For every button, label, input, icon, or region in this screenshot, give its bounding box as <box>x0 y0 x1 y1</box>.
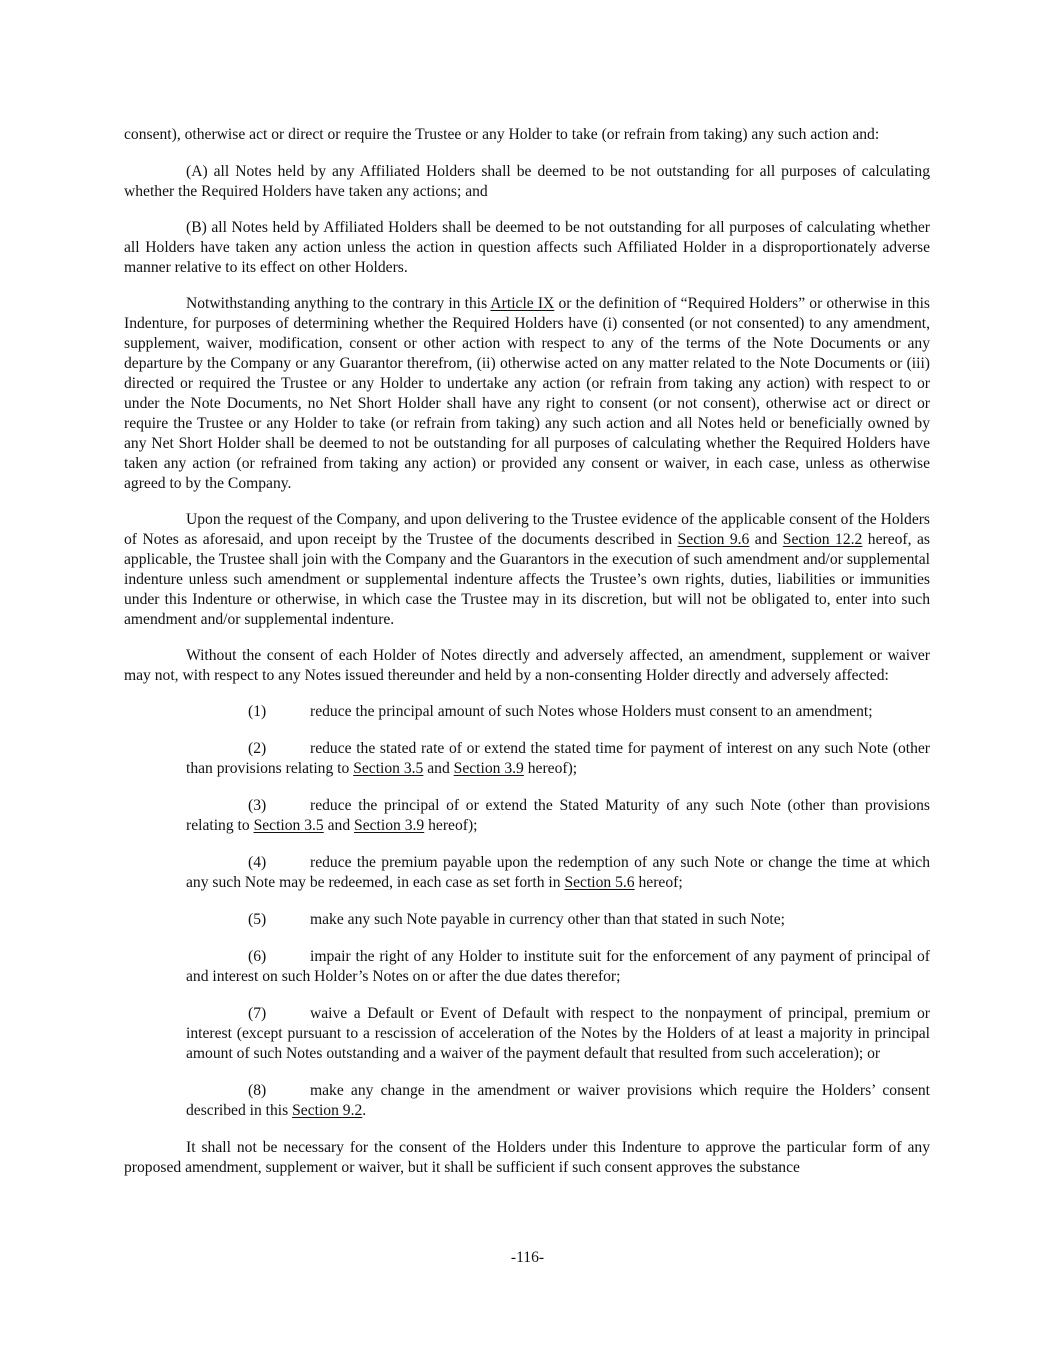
text: Notwithstanding anything to the contrary in this <box>186 295 491 312</box>
paragraph-form-of-amendment: It shall not be necessary for the consent of the Holders under this Indenture to approve the particular form of any proposed amendment, supplement or waiver, but it shall be sufficient if such consent approves the substance <box>124 1139 930 1176</box>
section-reference: Section 12.2 <box>782 531 863 548</box>
section-reference: Section 3.5 <box>253 817 324 834</box>
item-number: (8) <box>248 1082 267 1099</box>
item-text: make any such Note payable in currency other than that stated in such Note; <box>310 911 786 928</box>
item-number: (7) <box>248 1005 267 1022</box>
item-text: hereof); <box>523 760 578 777</box>
clause-a: (A) all Notes held by any Affiliated Holders shall be deemed to be not outstanding for all purposes of calculating whether the Required Holders have taken any actions; and <box>124 163 930 200</box>
list-item <box>186 702 930 722</box>
section-reference: Section 3.9 <box>354 817 425 834</box>
item-number: (1) <box>248 703 267 720</box>
item-text: and <box>323 817 355 834</box>
item-text: hereof; <box>634 874 683 891</box>
item-text: and <box>423 760 454 777</box>
paragraph-net-short-holder <box>124 294 930 494</box>
list-item <box>186 1081 930 1121</box>
item-text: hereof); <box>424 817 478 834</box>
item-text: . <box>362 1102 367 1119</box>
article-reference: Article IX <box>490 295 555 312</box>
item-text: reduce the principal of or extend the Stated Maturity of any such Note (other than provisions relating to <box>186 797 930 834</box>
page-number: -116- <box>510 1249 545 1266</box>
item-number: (6) <box>248 948 267 965</box>
text: hereof, as applicable, the Trustee shall join with the Company and the Guarantors in the execution of such amendment and/or supplemental indenture unless such amendment or supplemental indenture affects the Trustee’s own rights, duties, liabilities or immunities under this Indenture or otherwise, in which case the Trustee may in its discretion, but will not be obligated to, enter into such amendment and/or supplemental indenture. <box>124 531 930 628</box>
list-item <box>186 1004 930 1064</box>
section-reference: Section 5.6 <box>564 874 635 891</box>
item-number: (4) <box>248 854 267 871</box>
item-text: impair the right of any Holder to institute suit for the enforcement of any payment of principal of and interest on such Holder’s Notes on or after the due dates therefor; <box>186 948 930 985</box>
document-page <box>124 125 930 1194</box>
paragraph-continuation: consent), otherwise act or direct or require the Trustee or any Holder to take (or refrain from taking) any such action and: <box>124 126 880 143</box>
section-reference: Section 9.2 <box>292 1102 363 1119</box>
list-item <box>186 739 930 779</box>
item-text: reduce the premium payable upon the redemption of any such Note or change the time at which any such Note may be redeemed, in each case as set forth in <box>186 854 930 891</box>
item-text: waive a Default or Event of Default with respect to the nonpayment of principal, premium or interest (except pursuant to a rescission of acceleration of the Notes by the Holders of at least a majority in principal amount of such Notes outstanding and a waiver of the payment default that resulted from such acceleration); or <box>186 1005 930 1062</box>
item-number: (2) <box>248 740 267 757</box>
text: and <box>749 531 783 548</box>
item-number: (3) <box>248 797 267 814</box>
item-text: reduce the stated rate of or extend the stated time for payment of interest on any such Note (other than provisions relating to <box>186 740 930 777</box>
item-text: make any change in the amendment or waiver provisions which require the Holders’ consent described in this <box>186 1082 930 1119</box>
list-item <box>186 947 930 987</box>
text: Upon the request of the Company, and upon delivering to the Trustee evidence of the applicable consent of the Holders of Notes as aforesaid, and upon receipt by the Trustee of the documents described in <box>124 511 930 548</box>
paragraph-request-of-company <box>124 510 930 630</box>
section-reference: Section 3.9 <box>453 760 524 777</box>
section-reference: Section 3.5 <box>353 760 424 777</box>
list-item <box>186 910 930 930</box>
clause-b: (B) all Notes held by Affiliated Holders shall be deemed to be not outstanding for all purposes of calculating whether all Holders have taken any action unless the action in question affects such Affiliated Holder in a disproportionately adverse manner relative to its effect on other Holders. <box>124 219 930 276</box>
paragraph-without-consent: Without the consent of each Holder of Notes directly and adversely affected, an amendment, supplement or waiver may not, with respect to any Notes issued thereunder and held by a non-consenting Holder directly and adversely affected: <box>124 647 930 684</box>
item-text: reduce the principal amount of such Notes whose Holders must consent to an amendment; <box>310 703 873 720</box>
section-reference: Section 9.6 <box>677 531 750 548</box>
list-item <box>186 853 930 893</box>
text: or the definition of “Required Holders” or otherwise in this Indenture, for purposes of determining whether the Required Holders have (i) consented (or not consented) to any amendment, supplement, waiver, modification, consent or other action with respect to any of the terms of the Note Documents or any departure by the Company or any Guarantor therefrom, (ii) otherwise acted on any matter related to the Note Documents or (iii) directed or required the Trustee or any Holder to undertake any action (or refrain from taking any action) with respect to or under the Note Documents, no Net Short Holder shall have any right to consent (or not consent), otherwise act or direct or require the Trustee or any Holder to take (or refrain from taking) any such action and all Notes held or beneficially owned by any Net Short Holder shall be deemed to not be outstanding for all purposes of calculating whether the Required Holders have taken any action (or refrained from taking any action) or provided any consent or waiver, in each case, unless as otherwise agreed to by the Company. <box>124 295 930 492</box>
list-item <box>186 796 930 836</box>
item-number: (5) <box>248 911 267 928</box>
